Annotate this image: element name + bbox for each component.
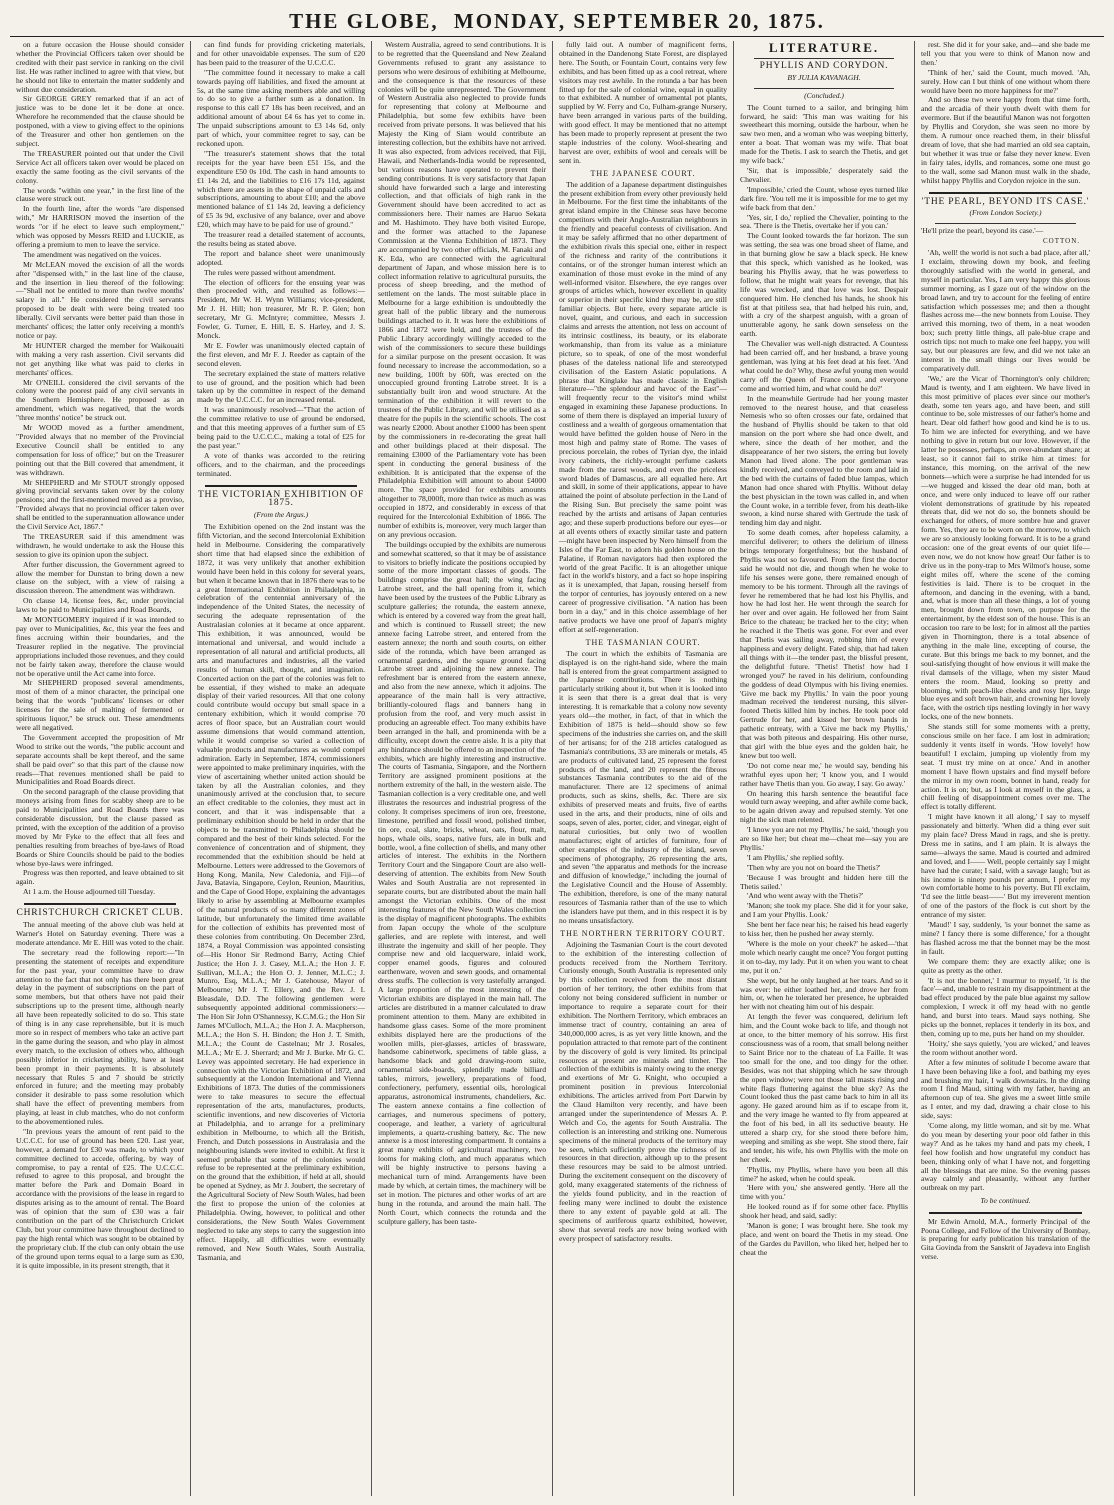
paragraph: Western Australia, agreed to send contributions. It is to be regretted that the Queensland and New Zealand Governments refused to grant any assistance to persons who were desirous of exhibiting at Melbourne, and the consequence is that the resources of these colonies will be quite unrepresented. The Government of Western Australia also neglected to provide funds for representing that colony at Melbourne and Philadelphia, but some few exhibits have been received from private persons. It was believed that his Majesty the King of Siam would contribute an interesting collection, but the exhibits have not arrived. It was also expected, from advices received, that Fiji, Hawaii, and Netherlands-India would be represented, but various reasons have operated to prevent their sending contributions. It is very satisfactory that Japan should have forwarded such a large and interesting collection, and that officials of high rank in the Government should have been accredited to act as commissioners here. Their names are Haruo Sekata and M. Hashimoto. They have both visited Europe, and the former was attached to the Japanese Commission at the Vienna Exhibition of 1873. They are accompanied by two other officials, M. Fanaki and K. Eda, who are connected with the agricultural department of Japan, and whose mission here is to collect information relative to agricultural pursuits, the process of sheep breeding, and the method of settlement on the lands. The most suitable place in Melbourne for a large exhibition is undoubtedly the great hall of the public library and the numerous buildings attached to it. It was here the exhibitions of 1866 and 1872 were held, and the trustees of the Public Library accordingly willingly acceded to the wish of the commissioners to secure these buildings for a similar purpose on the present occasion. It was found necessary to increase the accommodation, so a new building, 100ft by 60ft, was erected on the unoccupied ground fronting Latrobe street. It is a substantially built iron and wood structure. At the termination of the exhibition it will revert to the trustees of the Public Library, and will be utilised as a theatre for the pupils in the scientific schools. The cost was nearly £2000. About another £1000 has been spent by the commissioners in re-decorating the great hall and other buildings placed at their disposal. The remaining £3000 of the Parliamentary vote has been spent in conducting the general business of the exhibition. It is anticipated that the expense of the Philadelphia Exhibition will amount to about £4000 more. The space provided for exhibits amounts altogether to 78,000ft, more than twice as much as was occupied in 1872, and considerably in excess of that required for the Intercolonial Exhibition of 1866. The number of exhibits is, moreover, very much larger than on any previous occasion. xyxy=(378,41,546,539)
paragraph: The secretary read the following report:—"In presenting the statement of receipts and expenditure for the past year, your committee have to draw attention to the fact that not only has there been great delay in the payment of subscriptions on the part of some members, but that others have not paid their subscriptions up to the present time, although nearly all have been repeatedly solicited to do so. This state of thing is in any case reprehensible, but it is much more so in respect of members who take an active part in the game during the season, and who play in almost every match, to the exclusion of others who, although possibly inferior in cricketing ability, have at least been prompt in their payments. It is absolutely necessary that Rules 5 and 7 should be strictly enforced in future; and the meeting may probably consider it desirable to pass some resolution which shall have the effect of preventing members from playing, at least in club matches, who do not conform to the abovementioned rules. xyxy=(16,947,184,1127)
paragraph: 'Maud!' I say, suddenly, 'is your bonnet the same as mine? I fancy there is some difference,' for a thought has flashed across me that the bonnet may be the most in fault. xyxy=(921,920,1090,956)
section-rule xyxy=(929,1212,1082,1214)
paragraph-group xyxy=(16,921,184,1270)
paragraph-group xyxy=(559,41,727,166)
epigraph: 'He'll prize the pearl, beyond its case.'— xyxy=(921,226,1044,236)
paragraph-group xyxy=(559,650,727,926)
paragraph: In the fourth line, after the words "are dispensed with," Mr HARRISON moved the insertion of the words "or if he elect to leave such employment," which was opposed by Messrs REID and LUCKIE, as offering a premium to men to leave the service. xyxy=(16,204,184,249)
paragraph: Mr HUNTER charged the member for Waikouaiti with making a very rash assertion. Civil servants did not get anything like what was paid to clerks in merchants' offices. xyxy=(16,340,184,377)
paragraph: 'Come along, my little woman, and sit by me. What do you mean by deserting your poor old father in this way?' And as he takes my hand and pats my cheek, I feel how foolish and how ungrateful my conduct has been, thinking only of what I have not, and forgetting all the blessings that are mine. So the evening passes away calmly and pleasantly, without any further outbreak on my part. xyxy=(921,1121,1090,1193)
paragraph: The Chevalier was well-nigh distracted. A Countess had been carried off, and her husband, a brave young gentleman, was lying at his feet dead at his feet. 'And what could he do? Why, these awful young men would carry off the Queen of France soon, and everyone come and worried him, and what could he do?' xyxy=(740,339,908,393)
paragraph-group xyxy=(197,523,365,1262)
cricket-heading: CHRISTCHURCH CRICKET CLUB. xyxy=(16,908,184,919)
paragraph: can find funds for providing cricketing materials, and for other unavoidable expenses. The sum of £20 has been paid to the treasurer of the U.C.C.C. xyxy=(197,41,365,67)
paragraph: The Exhibition opened on the 2nd instant was the fifth Victorian, and the second Intercolonial Exhibition held in Melbourne. Considering the comparatively short time that had elapsed since the exhibition of 1872, it was very unlikely that another exhibition would have been held in this colony for several years, but when it became known that in 1876 there was to be a great International Exhibition in Philadelphia, in celebration of the centennial anniversary of the independence of the United States, the necessity of securing the adequate representation of the Australasian colonies at it became at once apparent. This exhibition, it was announced, would be international and universal, and would include a representation of all natural and artificial products, all arts and manufactures and industries, all the varied results of human skill, thought, and imagination. Concerted action on the part of the colonies was felt to be essential, if they wished to make an adequate display of their varied resources. All that one colony could contribute would occupy but small space in a centenary exhibition, which it would comprise 70 acres of floor space, but an Australian court would assume dimensions that would command attention, while it would comprise so varied a collection of valuable products and manufactures as would compel admiration. Early in September, 1874, commissioners were appointed to make preliminary inquiries, with the view of ascertaining whether united action should be taken by all the Australian colonies, and they unanimously arrived at the conclusion that, to secure an effect creditable to the colonies, they must act in concert, and that it was indispensable that a preliminary exhibition should be held in order that the objects to be transmitted to Philadelphia should be compared and the best of their kinds selected. For the convenience of concentration and of shipment, they recommended that the exhibition should be held at Melbourne. Letters were addressed to the Governors of Hong Kong, Manila, New Caledonia, and Fiji—of Java, Batavia, Singapore, Ceylon, Reunion, Mauritius, and the Cape of Good Hope, explaining the advantages likely to arise by assembling at Melbourne examples of the natural products of so many different zones of latitude, but unfortunately the limited time available for the collection of exhibits has prevented most of these colonies from contributing. On December 23rd, 1874, a Royal Commission was appointed consisting of—His Honor Sir Redmond Barry, Acting Chief Justice; the Hon J. J. Casey, M.L.A.; the Hon J. F. Sullivan, M.L.A.; the Hon O. J. Jenner, M.L.C.; J. Munro, Esq, M.L.A.; Mr J. Gatehouse, Mayor of Melbourne; Mr J. T. Ellery, and the Rev. J. I. Bleasdale, D.D. The following gentlemen were subsequently appointed additional commissioners:—The Hon Sir John O'Shannessy, K.C.M.G.; the Hon Sir James M'Culloch, M.L.A.; the Hon J. A. Macpherson, M.L.A.; the Hon S. H. Bindon; the Hon J. T. Smith, M.L.A.; the Count de Castelnau; Mr J. Rosales, M.L.A.; Mr E. J. Sherrard; and Mr J. Burke. Mr G. C. Levey was appointed secretary. He had experience in connection with the Victorian Exhibition of 1872, and subsequently at the London International and Vienna Exhibitions of 1873. The duties of the commissioners were to take measures to secure the effectual representation of the arts, manufactures, products, scientific inventions, and new discoveries of Victoria at Philadelphia, and to arrange for a preliminary exhibition in Melbourne, to which all the British, French, and Dutch possessions in Australasia and the neighbouring islands were invited to exhibit. At first it seemed probable that some of the colonies would refuse to be represented at the preliminary exhibition, on the ground that the exhibition, if held at all, should be opened at Sydney, as Mr J. Joubert, the secretary of the Agricultural Society of New South Wales, had been the first to propose the union of the colonies at Philadelphia. Owing, however, to political and other considerations, the New South Wales Government neglected to take any steps to carry the suggestion into effect. Happily, all difficulties were eventually removed, and New South Wales, South Australia, Tasmania, and xyxy=(197,522,365,1262)
paragraph: Progress was then reported, and leave obtained to sit again. xyxy=(16,868,184,887)
column-4 xyxy=(553,41,734,1496)
paragraph: 'Ah, well! the world is not such a bad place, after all,' I exclaim, throwing down my book, and feeling thoroughly satisfied with the world in general, and myself in particular. Yes, I am very happy this glorious summer morning, as I gaze out of the window on the broad lawn, and try to account for the feeling of entire satisfaction which possesses me; and then a thought flashes across me—the new bonnets from Louise. They arrived this morning, two of them, in a neat wooden box; such pretty little things, all pale-blue crape and ostrich tips: not much to make one feel happy, you will say, but our pleasures are few, and did we not take an interest in the small things our lives would be comparatively dull. xyxy=(921,248,1090,373)
story-title: PHYLLIS AND CORYDON. xyxy=(759,60,889,71)
paragraph: The TREASURER pointed out that under the Civil Service Act all officers taken over would be placed on exactly the same footing as the civil servants of the colony. xyxy=(16,148,184,185)
columns xyxy=(10,41,1104,1496)
paragraph: 'Where is the mole on your cheek?' he asked—'that mole which nearly caught me once? You forgot putting it on to-day, my lady. Put it on when you want to cheat me, put it on.' xyxy=(740,939,908,975)
paragraph: And so these two were happy from that time forth, and the arcadia of their youth dwelt with them for evermore. But if the beautiful Manon was not forgotten by Phyllis and Corydon, she was seen no more by them. A rumour once reached them, in their blissful dream of love, that she had married an old sea captain, but whether it was true or false they never knew. Even in fairy tales, idylls, and romances, some one must go to the wall, some sad Manon must walk in the shade, whilst happy Phyllis and Corydon rejoice in the sun. xyxy=(921,95,1090,185)
paragraph: She stands still for some moments with a pretty, conscious smile on her face. I am lost in admiration; suddenly it vents itself in words. 'How lovely! how beautiful! I exclaim, jumping up violently from my seat. 'I must try mine on at once.' And in another moment I have flown upstairs and find myself before the mirror in my own room, bonnet in hand, ready for action. It is on; but, as I look at myself in the glass, a chill feeling of disappointment comes over me. The effect is totally different. xyxy=(921,722,1090,812)
paragraph: Mr O'NEILL considered the civil servants of the colony were the poorest paid of any civil servants in the Southern Hemisphere. He proposed as an amendment, which was negatived, that the words "three months' notice" be struck out. xyxy=(16,377,184,423)
paragraph: After a few minutes of solitude I become aware that I have been behaving like a fool, and bathing my eyes and brushing my hair, I walk downstairs. In the dining room I find Maud, sitting with my father, having an afternoon cup of tea. She gives me a sweet little smile as I enter, and my dad, drawing a chair close to his side, says: xyxy=(921,1057,1090,1121)
masthead xyxy=(10,6,1104,37)
paragraph: He looked round as if for some other face. Phyllis shook her head, and said, sadly: xyxy=(740,1202,908,1221)
paragraph: The election of officers for the ensuing year was then proceeded with, and resulted as follows:—President, Mr W. H. Wynn Williams; vice-president, Mr J. H. Hill; hon treasurer, Mr R. P. Glen; hon secretary, Mr G. McIntyre; committee, Messrs J. Fowler, G. Turner, E. Hill, E. S. Harley, and J. S. Monck. xyxy=(197,277,365,340)
pearl-source: (From London Society.) xyxy=(969,208,1042,218)
paragraph: She wept, but he only laughed at her tears. And so it was ever: he either loathed her, and drove her from him, or, when he tolerated her presence, he upbraided her with not cheating him out of his despair. xyxy=(740,975,908,1012)
paragraph: 'Do not come near me,' he would say, bending his wrathful eyes upon her; 'I know you, and I would rather have Thetis than you. Go away, I say. Go away.' xyxy=(740,760,908,788)
paragraph: 'Manon; she took my place. She did it for your sake, and I am your Phyllis. Look.' xyxy=(740,901,908,920)
paragraph: The TREASURER said if this amendment was withdrawn, he would undertake to ask the House this session to give its opinion upon the subject. xyxy=(16,531,184,559)
paragraph: A vote of thanks was accorded to the retiring officers, and to the chairman, and the proceedings terminated. xyxy=(197,450,365,478)
paragraph: Adjoining the Tasmanian Court is the court devoted to the exhibition of the interesting collection of products received from the Northern Territory. Curiously enough, South Australia is represented only by this collection received from the most distant portion of her territory, the other exhibits from that colony not being considered sufficient in number or importance to require a separate court for their exhibition. The Northern Territory, which embraces an immense tract of country, containing an area of 340,000,000 acres, is as yet very little known, and the population attracted to that remote part of the continent by the discovery of gold is very limited. Its principal resources at present are minerals and timber. The collection of the exhibits is mainly owing to the energy and exertions of Mr G. Knight, who occupied a prominent position in previous Intercolonial exhibitions. The articles arrived from Port Darwin by the Claud Hamilton very recently, and have been arranged under the superintendence of Messrs A. P. Welch and Co, the agents for South Australia. The collection is an interesting and striking one. Numerous specimens of the mineral products of the territory may be seen, which sufficiently prove the richness of its resources in that direction, although up to the present these resources may be said to be almost untried. During the excitement consequent on the discovery of gold, many exaggerated statements of the richness of the yields found publicity, and in the reaction of feeling many were inclined to doubt the existence there to any extent of payable gold at all. The specimens of auriferous quartz exhibited, however, show that several reefs are now being worked with every prospect of satisfactory results. xyxy=(559,939,727,1243)
paragraph: 'I know you are not my Phyllis,' he said, 'though you are so like her; but cheat me—cheat me—say you are Phyllis.' xyxy=(740,825,908,852)
paragraph: In the meanwhile Gertrude had her young master removed to the nearest house, and that ceaseless Nemesis who so often crosses our fate, ordained that the husband of Phyllis should be taken to that old mansion on the port where she had once dwelt, and where, since the death of her mother, and the disappearance of her two sisters, the erring but lovely Manon had lived alone. The poor gentleman was kindly received, and conveyed to the room and laid in the bed with the curtains of faded blue lampas, which Manon had once shared with Phyllis. Without delay the best physician in the town was called in, and when the Count woke, in a terrible fever, from his death-like swoon, a kind nurse shared with Gertrude the task of tending him day and night. xyxy=(740,393,908,528)
paragraph: On the second paragraph of the clause providing that moneys arising from fines for scabby sheep are to be paid to Municipalities and Road Boards there was considerable discussion, but the clause passed as printed, with the exception of the addition of a proviso moved by Mr Fyke to the effect that all fees and penalties resulting from breaches of bye-laws of Road Boards or Shire Councils should be paid to the bodies whose bye-laws were infringed. xyxy=(16,787,184,868)
section-rule xyxy=(754,58,894,59)
paragraph: 'I might have known it all along,' I say to myself passionately and bitterly. 'When did a thing ever suit my plain face? Dress Maud in rags, and she is pretty. Dress me in satins, and I am plain. It is always the same—always the same. Maud is courted and admired and loved, and I—— Well, people certainly say I might have had the curate; I said, with a savage laugh; 'but as his income is ninety pounds per annum, I prefer my own comfortable home to his poverty. But I'll exclaim, 'I'd see the little beast——' But my irreverent mention of one of the pastors of the flock is cut short by the entrance of my sister. xyxy=(921,812,1090,920)
paragraph: 'Here with you,' she answered gently. 'Here all the time with you.' xyxy=(740,1183,908,1202)
paragraph: rest. She did it for your sake, and—and she bade me tell you that you were to think of Manon now and then.' xyxy=(921,41,1090,67)
paragraph: 'Impossible,' cried the Count, whose eyes turned like dark fire. 'You tell me it is impossible for me to get my wife back from that den.' xyxy=(740,184,908,212)
paragraph: To some death comes, after hopeless calamity, a merciful deliverer; to others the delirium of illness brings temporary forgetfulness; but the husband of Phyllis was not so favoured. From the first the doctor said he would not die, and though when he woke to life his senses were gone, there remained enough of memory to be his torment. Through all the ravings of fever he remembered that he had lost his Phyllis, and how he had lost her. He went through the search for her over and over again. He followed her from Saint Brice to the chateau; he tracked her to the city; when he reached it the Thetis was gone. For ever and ever that Thetis was sailing away, robbing him of every happiness and every delight. Fated ship, that had taken all things with it—the tender past, the blissful present, the delightful future. 'Thetis! Thetis! how had I wronged you?' he raved in his delirium, confounding the goddess of dead Olympus with his living enemies. 'Give me back my Phyllis.' In vain the poor young madman received the tenderest nursing, this silver-footed Thetis killed him by inches. He took poor old Gertrude for her, and kissed her brown hands in pathetic entreaty, with a 'Give me back my Phyllis,' that was both piteous and despairing. His other nurse, that girl with the blue eyes and the golden hair, he knew but too well. xyxy=(740,528,908,760)
footnote: Mr Edwin Arnold, M.A., formerly Principal of the Poona College, and Fellow of the University of Bombay, is preparing for early publication his translation of the Gita Govinda from the Sanskrit of Jayadeva into English verse. xyxy=(921,1217,1090,1261)
paragraph: On clause 14, license fees, &c, under provincial laws to be paid to Municipalities and Road Boards, xyxy=(16,596,184,615)
paragraph: "The committee found it necessary to make a call towards paying off liabilities, and fixed the amount at 5s, at the same time asking members able and willing to do so to give a further sum as a donation. In response to this call £7 18s has been received, and an additional amount of about £4 6s has yet to come in. The unpaid subscriptions amount to £3 14s 6d, only part of which, your committee regret to say, can be reckoned upon. xyxy=(197,67,365,148)
paragraph: After further discussion, the Government agreed to allow the member for Dunstan to bring down a new clause on the subject, with a view of raising a discussion thereon. The amendment was withdrawn. xyxy=(16,559,184,596)
column-1 xyxy=(10,41,191,1496)
paragraph-group xyxy=(559,181,727,635)
paragraph: 'Phyllis, my Phyllis, where have you been all this time?' he asked, when he could speak. xyxy=(740,1164,908,1183)
paragraph: Mr WOOD moved as a further amendment, "Provided always that no member of the Provincial Executive Council shall be entitled to any compensation for loss of office;" but on the Treasurer pointing out that the Bill covered that amendment, it was withdrawn. xyxy=(16,423,184,477)
paragraph: The words "within one year," in the first line of the clause were struck out. xyxy=(16,185,184,204)
exhibition-source: (From the Argus.) xyxy=(253,510,309,520)
column-2 xyxy=(191,41,372,1496)
section-rule xyxy=(929,192,1082,194)
paragraph: Mr SHEPHERD and Mr STOUT strongly opposed giving provincial servants taken over by the colony pensions; and the first-mentioned moved as a proviso, "Provided always that no provincial officer taken over shall be entitled to the superannuation allowance under the Civil Service Act, 1867." xyxy=(16,477,184,532)
section-rule xyxy=(935,223,1076,224)
paragraph-group xyxy=(559,941,727,1244)
paragraph: 'Yes, sir, I do,' replied the Chevalier, pointing to the sea. 'There is the Thetis, overtake her if you can.' xyxy=(740,212,908,231)
paragraph-group xyxy=(378,41,546,1227)
epigraph-attribution: COTTON. xyxy=(1042,237,1080,246)
paragraph: 'Hoity,' she says quietly, 'you are wicked,' and leaves the room without another word. xyxy=(921,1038,1090,1057)
paragraph: 'Manon is gone; I was brought here. She took my place, and went on board the Thetis in my stead. One of the Gardes du Pavillon, who liked her, helped her to cheat the xyxy=(740,1221,908,1257)
section-rule xyxy=(24,903,176,905)
paragraph: 'Because I was brought and hidden here till the Thetis sailed.' xyxy=(740,872,908,891)
paragraph: Mr SHEPHERD proposed several amendments, most of them of a minor character, the principal one being that the words "publicans' licenses or other licenses for the sale of malting of fermented or spirituous liquor," be struck out. These amendments were all negatived. xyxy=(16,678,184,732)
paragraph: The rules were passed without amendment. xyxy=(204,267,336,277)
paragraph: The Government accepted the proposition of Mr Wood to strike out the words, "the public account and separate accounts shall be kept thereof, and the same shall be paid over" so that this part of the clause now reads—That revenues mentioned shall be paid to Municipalities and Road Boards direct. xyxy=(16,732,184,787)
paragraph: 'We,' are the Vicar of Thornington's only children; Maud is twenty, and I am eighteen. We have lived in this most primitive of places ever since our mother's death, some ten years ago, and have been, and still continue to be, sole mistresses of our father's home and heart. Dear old father! how good and kind he is to us. To him we are infected for everything, and we have nothing to give in return but our love. However, if the latter he possesses, perhaps, an over-abundant share; at least, so it cannot fail to strike him at times: for instance, this morning, on the arrival of the new bonnets—which were a surprise he had intended for us—we hugged and kissed the dear old man, both at once, and were only induced to leave off our rather violent demonstrations of gratitude by his repeated threats that, did we not do so, the bonnets should be exchanged for others, of more sombre hue and graver form. Yes, they are to be worn on the morrow, to which we are so anxiously looking forward. It is to be a grand occasion: one of the great events of our quiet life—even now, we do not know how great! Our father is to drive us in the pony-trap to Mrs Wilmot's house, some eight miles off, where the scene of the coming festivities is laid. There is to be croquet in the afternoon, and dancing in the evening, with a band, and, what is more than all these things, a lot of young men, brought down from town, on purpose for the entertainment, by the eldest son of the house. This is an occasion too rare to be lost; for in almost all the parties given in Thornington, there is a total absence of anything in the male line, excepting of course, the curate. But this brings me back to my bonnet, and the soul-satisfying thought of how envious it will make the rival damsels of the village, when my sister Maud enters the room. Maud, looking so pretty and blooming, with peach-like cheeks and rosy lips, large blue eyes and soft brown hair, and crowning her lovely face, with the ostrich tips nestling lovingly in her wavy locks, one of the new bonnets. xyxy=(921,373,1090,722)
paragraph: The treasurer read a detailed statement of accounts, the results being as stated above. xyxy=(197,230,365,248)
paragraph: It was unanimously resolved—"That the action of the committee relative to use of ground be endorsed, and that this meeting approves of a further sum of £5 being paid to the U.C.C.C., making a total of £25 for the past year." xyxy=(197,405,365,450)
column-6 xyxy=(915,41,1096,1496)
paragraph: "The treasurer's statement shows that the total receipts for the year have been £51 15s, and the expenditure £50 0s 10d. The cash in hand amounts to £1 14s 2d, and the liabilities to £16 17s 11d, against which there are assets in the shape of unpaid calls and subscriptions, amounting to about £10; and the above mentioned balance of £1 14s 2d, leaving a deficiency of £5 3s 9d, exclusive of any balance, over and above £20, which may have to be paid for use of ground." xyxy=(197,148,365,230)
paragraph: The amendment was negatived on the voices. xyxy=(23,249,162,259)
japanese-court-heading: THE JAPANESE COURT. xyxy=(590,168,696,178)
masthead-date: MONDAY, SEPTEMBER 20, 1875. xyxy=(453,9,825,33)
to-be-continued: To be continued. xyxy=(980,1196,1031,1206)
paragraph-group xyxy=(921,249,1090,1193)
paragraph: 'I am Phyllis,' she replied softly. xyxy=(747,852,844,862)
paragraph: We compare them: they are exactly alike; one is quite as pretty as the other. xyxy=(921,956,1090,975)
paragraph: Sir GEORGE GREY remarked that if an act of justice was to be done let it be done at once. Wherefore he recommended that the clause should be postponed, with a view to giving effect to the opinions of the Treasurer and other hon gentlemen on the subject. xyxy=(16,94,184,148)
literature-heading: LITERATURE. xyxy=(768,41,880,55)
paragraph: 'Think of her,' said the Count, much moved. 'Ah, surely. How can I but think of one without whom there would have been no more happiness for me?' xyxy=(921,67,1090,95)
paragraph-group xyxy=(16,41,184,897)
paragraph-group xyxy=(740,104,908,1258)
paragraph: fully laid out. A number of magnificent ferns, obtained in the Dandenong State Forest, are displayed here. The South, or Fountain Court, contains very few exhibits, and has been fitted up as a cool retreat, where visitors may rest awhile. In the rotunda a bar has been fitted up for the sale of colonial wine, equal in quality to that exhibited. A number of ornamental pot plants, supplied by W. Ferry and Co, Fulham-grange Nursery, have been arranged in various parts of the building, with good effect. It may be mentioned that no attempt has been made to properly represent at present the two staple industries of the colony. Wool-shearing and harvest are over, exhibits of wool and cereals will be sent in. xyxy=(559,41,727,165)
masthead-title: THE GLOBE, xyxy=(289,9,439,33)
section-rule xyxy=(754,88,894,89)
paragraph: Mr E. Fowler was unanimously elected captain of the first eleven, and Mr F. J. Reeder as captain of the second eleven. xyxy=(197,340,365,368)
paragraph: The addition of a Japanese department distinguishes the present exhibition from every other previously held in Melbourne. For the first time the inhabitants of the great island empire in the Chinese seas have become competitors with their Anglo-Australian neighbours in the friendly and peaceful contests of civilisation. And it may be safely affirmed that no other department of the exhibition rivals this special one, either in respect of the richness and rarity of the contributions it contains, or of the stronger human interest which an examination of those must evoke in the mind of any well-informed visitor. Elsewhere, the eye ranges over groups of articles which, however excellent in quality or superior in their specific kind they may be, are still familiar objects. But here, every separate article is novel, quaint, and curious, and each in succession claims and arrests the attention, not less on account of its intrinsic costliness, its beauty, or its elaborate workmanship, than from its value as a miniature picture, so to speak, of one of the most wonderful phases of the dateless national life and stereotyped civilisation of the Eastern Asiatic populations. A phrase that Kinglake has made classic in English literature—"the splendour and havoc of the East"—will frequently recur to the visitor's mind whilst engaged in examining these Japanese productions. In some of them there is displayed an imperial luxury of costliness and a wealth of gorgeous ornamentation that would have befitted the golden house of Nero in the most high and palmy state of Rome. The vases of precious porcelain, the robes of Tyrian dye, the inlaid ivory cabinets, the richly-wrought perfume caskets made from the rarest woods, and even the priceless sword blades of Damascus, are all equalled here. Art and skill, in some of their applications, appear to have attained the point of absolute perfection in the Land of the Rising Sun. But precisely the same point was reached by the artists and artisans of Japan centuries ago; and these superb productions before our eyes—or at all events others of exactly similar taste and pattern—might have been inspected by Nero himself from the Isles of the Far East, to adorn his golden house on the Palatine, if Roman navigators had then explored the world of the great Pacific. It is an altogether unique fact in the world's history, and a fact so hope inspiring as it is unexampled, that Japan, rousing herself from the torpor of centuries, has joyously entered on a new career of progressive civilisation. "A nation has been born in a day," and in this choice assemblage of her native products we have one proof of Japan's mighty effort at self-regeneration. xyxy=(559,179,727,634)
paragraph: on a future occasion the House should consider whether the Provincial Officers taken over should be credited with their past service in ranking on the civil list. He was rather inclined to agree with that view, but he should not like to entertain the matter suddenly and without due consideration. xyxy=(16,41,184,94)
paragraph: Mr MONTGOMERY inquired if it was intended to pay over to Municipalities, &c, this year the fees and fines accruing within their boundaries, and the Treasurer replied in the negative. The provincial appropriations included those revenues, and they could not be fairly taken away, therefore the clause would not be operative until the Act came into force. xyxy=(16,615,184,678)
exhibition-heading: THE VICTORIAN EXHIBITION OF 1875. xyxy=(197,489,365,509)
paragraph: On hearing this harsh sentence the beautiful face would turn away weeping, and after awhile come back, to be again driven away and repulsed sternly. Yet one night the sick man relented. xyxy=(740,788,908,825)
paragraph: The court in which the exhibits of Tasmania are displayed is on the right-hand side, where the main hall is entered from the great compartment assigned to the Japanese contributions. There is nothing particularly striking about it, but when it is looked into it is seen that there is a great deal that is very interesting. It is remarkable that a colony now seventy years old—the mother, in fact, of that in which the Exhibition of 1875 is held—should show so few specimens of the industries she carries on, and the skill of her artisans; for of the 218 articles catalogued as Tasmania's contributions, 33 are minerals or metals, 45 are products of cultivated land, 25 represent the forest products of the land, and 20 represent the fibrous substances Tasmania contributes to the aid of the manufacturer. There are 12 specimens of animal products, such as skins, shells, &c. There are six exhibits of preserved meats and fruits, five of earths used in the arts, and their products, nine of oils and soaps, seven of ales, porter, cider, and vinegar, eight of natural curiosities, but only two of woollen manufactures; eight of articles of furniture, four of other examples of the industry of the island, seven specimens of photography, 26 representing the arts, and seven "the apparatus and methods for the increase and diffusion of knowledge," including the journal of the Legislative Council and the House of Assembly. The exhibition, therefore, is one of the many natural resources of Tasmania rather than of the use to which the islanders have put them, and in this respect it is by no means unsatisfactory. xyxy=(559,648,727,925)
paragraph: The report and balance sheet were unanimously adopted. xyxy=(197,248,365,267)
section-rule xyxy=(205,485,357,487)
paragraph: At 1 a.m. the House adjourned till Tuesday. xyxy=(23,887,155,897)
northern-territory-heading: THE NORTHERN TERRITORY COURT. xyxy=(560,928,726,938)
paragraph: At length the fever was conquered, delirium left him, and the Count woke back to life, and though not at once, to the bitter memory of his sorrow. His first consciousness was of a room, that small belong neither to Saint Brice nor to the chateau of La Faille. It was too small for the one, and too dingy for the other. Besides, was not that shipping which he saw through the open window; were not those tall masts rising and white flags fluttering against the blue sky? As the Count looked thus the past came back to him in all its agony. He gazed around him as if to escape from it, and the very image he wanted to fly from appeared at the foot of his bed, in all its seductive beauty. He uttered a sharp cry, for she stood there before him, weeping and smiling as she wept. She stood there, fair and tender, his wife, his own Phyllis with the mole on her cheek. xyxy=(740,1012,908,1164)
paragraph: The annual meeting of the above club was held at Warner's Hotel on Saturday evening. There was a moderate attendance. Mr E. Hill was voted to the chair. xyxy=(16,920,184,947)
paragraph: 'Sir, that is impossible,' desperately said the Chevalier. xyxy=(740,165,908,184)
column-5 xyxy=(734,41,915,1496)
column-3 xyxy=(372,41,553,1496)
paragraph: The Count turned to a sailor, and bringing him forward, he said: 'This man was waiting for his sweetheart this morning, outside the harbour, when he saw two men, and a woman who was weeping bitterly, enter a boat. That woman was my wife. That boat made for the Thetis. I ask to search the Thetis, and get my wife back.' xyxy=(740,102,908,166)
paragraph: Mr McLEAN moved the excision of all the words after "dispensed with," in the last line of the clause, and the insertion in lieu thereof of the following:—"Shall not be entitled to more than twelve months' salary in all." He considered the civil servants proposed to be dealt with were being treated too liberally. Civil servants were better paid than those in merchants' offices; the latter only receiving a month's notice or pay. xyxy=(16,259,184,340)
paragraph: 'Then why are you not on board the Thetis?' xyxy=(747,862,881,872)
paragraph: The buildings occupied by the exhibits are numerous and somewhat scattered, so that it may be of assistance to visitors to briefly indicate the positions occupied by some of the more important classes of goods. The buildings comprise the great hall; the wing facing Latrobe street, and the hall opening from it, which have been used by the trustees of the Public Library as sculpture galleries; the rotunda, the eastern annexe, which is entered by a covered way from the great hall, and which is continued to Russell street; the new annexe facing Latrobe street, and entered from the eastern annexe; the north and south courts, on either side of the rotunda, which have been arranged as ornamental gardens, and the square ground facing Latrobe street and adjoining the new annexe. The refreshment bar is entered from the eastern annexe, and also from the new annexe, which it adjoins. The appearance of the main hall is very attractive, brilliantly-coloured flags and banners hang in profusion from the roof, and very much assist in producing an agreeable effect. Too many exhibits have been arranged in the hall, and prominenda with be a difficulty, except down the centre aisle. It is a pity that any hindrance should be offered to an inspection of the exhibits, which are highly interesting and instructive. The courts of Tasmania, Singapore, and the Northern Territory are assigned prominent positions at the northern extremity of the hall, in the western aisle. The Tasmanian collection is a very creditable one, and well illustrates the resources and industrial progress of the colony. It comprises specimens of iron ore, freestone, limestone, petrified and fossil wood, polished timber, tin ore, coal, slate, bricks, wheat, oats, flour, malt, hops, whale oils, soaps, native furs, ale in bulk and bottle, wool, a fine collection of shells, and many other articles of interest. The exhibits in the Northern Territory Court and the Singapore Court are also well-deserving of attention. The exhibits from New South Wales and South Australia are not represented in separate courts, but are distributed about the main hall amongst the Victorian exhibits. One of the most interesting features of the New South Wales collection is the display of magnificent photographs. The exhibits from Japan occupy the whole of the sculpture galleries, and are replete with interest, and well illustrate the ingenuity and skill of her people. They comprise new and old lacquerware, inlaid work, copper enamel goods, figures and coloured earthenware, woven and sewn goods, and ornamental dress stuffs. The collection is very tastefully arranged. A large proportion of the most interesting of the Victorian exhibits are displayed in the main hall. The articles are distributed in a manner calculated to draw prominent attention to them. Many are exhibited in handsome glass cases. Some of the more prominent exhibits displayed here are the productions of the woollen mills, pier-glasses, articles of brassware, handsome cabinetwork, specimens of table glass, a handsome black and gold drawing-room suite, ornamental side-boards, splendidly made billiard tables, mirrors, jewellery, preparations of food, confectionery, perfumery, essential oils, horological apparatus, astronomical instruments, chandeliers, &c. The eastern annexe contains a fine collection of carriages, and numerous specimens of pottery, cooperage, and leather, a variety of agricultural implements, a quartz-crushing battery, &c. The new annexe is a most interesting compartment. It contains a great many exhibits of agricultural machinery, two looms for making cloth, and much apparatus which will be highly instructive to persons having a mechanical turn of mind. Arrangements have been made by which, at certain times, the machinery will be set in motion. The pictures and other works of art are hung in the rotunda, and around the main hall. The North Court, which connects the rotunda and the sculpture gallery, has been taste- xyxy=(378,539,546,1226)
paragraph: She bent her face near his; he raised his head eagerly to kiss her, then he pushed her away sternly. xyxy=(740,920,908,939)
paragraph: The Count looked towards the far horizon. The sun was setting, the sea was one broad sheet of flame, and in that burning glow he saw a black speck. He knew that this speck, which vanished as he looked, was bearing his Phyllis away, that he was powerless to follow, that he might wait years for revenge, that his life was wrecked, and that love was lost. Despair conquered him. He clenched his hands, he shook his fist at that pitiless sea, that had helped his ruin, and, with a cry of the sharpest anguish, with a groan of unutterable agony, he sank down senseless on the earth. xyxy=(740,231,908,339)
paragraph: The secretary explained the state of matters relative to use of ground, and the position which had been taken up by the committee in respect of the demand made by the U.C.C.C. for an increased rental. xyxy=(197,368,365,405)
paragraph: 'It is not the bonnet,' I murmur to myself, 'it is the face'—and, unable to restrain my disappointment at the bad effect produced by the pale blue against my sallow complexion, I wreck it off my head with no gentle hand, and burst into tears. Maud says nothing. She picks up the bonnet, replaces it tenderly in its box, and then, coming up to me, puts her hand on my shoulder. xyxy=(921,975,1090,1038)
paragraph: 'And who went away with the Thetis?' xyxy=(747,891,864,901)
paragraph: "In previous years the amount of rent paid to the U.C.C.C. for use of ground has been £20. Last year, however, a demand for £30 was made, to which your committee declined to accede, offering, by way of compromise, to pay a rental of £25. The U.C.C.C. refused to agree to this proposal, and brought the matter before the Park and Domain Board in accordance with the provisions of the lease in regard to disputes arising as to the amount of rental. The Board was of opinion that the sum of £30 was a fair contribution on the part of the Christchurch Cricket Club, but your committee have throughout declined to pay the high rental which was sought to be obtained by the proprietary club. If the club can only obtain the use of the ground upon terms equal to a large sum as £30, it is quite impossible, in its present strength, that it xyxy=(16,1126,184,1270)
tasmanian-court-heading: THE TASMANIAN COURT. xyxy=(585,637,701,647)
story-byline: BY JULIA KAVANAGH. xyxy=(787,72,861,82)
paragraph-group xyxy=(197,41,365,479)
pearl-heading: 'THE PEARL, BEYOND ITS CASE.' xyxy=(921,196,1090,207)
paragraph-group xyxy=(921,41,1090,186)
story-concluded: (Concluded.) xyxy=(804,90,844,100)
